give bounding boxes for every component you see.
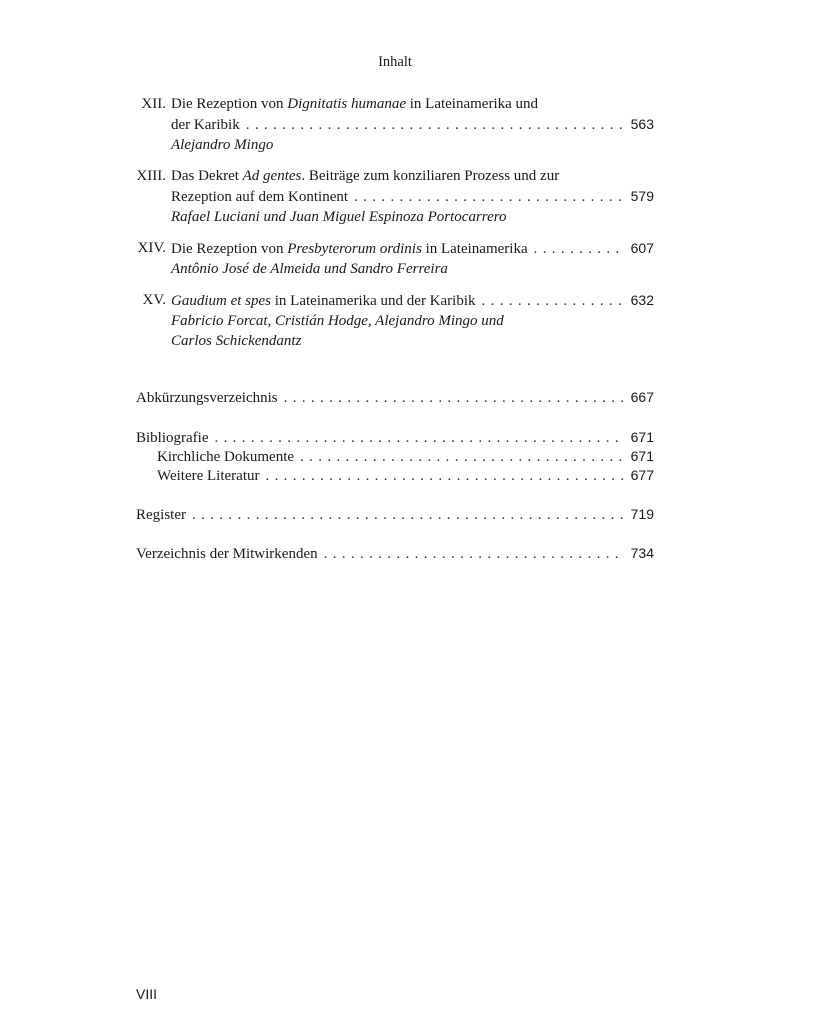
running-header: Inhalt	[378, 54, 412, 70]
toc-entry-abbreviations[interactable]: Abkürzungsverzeichnis . . . 667	[136, 387, 654, 408]
chapter-numeral: XIV.	[137, 240, 166, 256]
toc-entry-further-literature[interactable]: Weitere Literatur . . . 677	[157, 465, 654, 486]
page-number: 671	[630, 429, 654, 445]
toc-entry-contributors[interactable]: Verzeichnis der Mitwirkenden . . . 734	[136, 543, 654, 564]
chapter-title-line: Die Rezeption von Dignitatis humanae in Lateinamerika und	[171, 96, 539, 112]
chapter-authors: Antônio José de Almeida und Sandro Ferreira	[171, 261, 448, 277]
leader-dots	[482, 291, 624, 311]
page-number: 563	[630, 116, 654, 132]
toc-entry-chapter-xiii[interactable]	[130, 166, 654, 227]
chapter-numeral: XIII.	[136, 168, 166, 184]
leader-dots	[192, 505, 624, 525]
chapter-authors: Alejandro Mingo	[171, 137, 274, 153]
chapter-authors: Fabricio Forcat, Cristián Hodge, Alejandro Mingo und	[171, 313, 504, 329]
page-number: 734	[630, 545, 654, 561]
toc-entry-chapter-xii[interactable]	[130, 94, 654, 155]
chapter-title-line-with-page: Rezeption auf dem Kontinent . . . 579	[171, 186, 654, 207]
toc-entry-bibliography[interactable]: Bibliografie . . . 671	[136, 427, 654, 448]
toc-entry-chapter-xv[interactable]	[130, 290, 654, 351]
page-number: 579	[630, 188, 654, 204]
chapter-authors: Carlos Schickendantz	[171, 333, 302, 349]
chapter-title-line-with-page: der Karibik . . . 563	[171, 114, 654, 135]
leader-dots	[265, 466, 624, 486]
chapter-authors: Rafael Luciani und Juan Miguel Espinoza Portocarrero	[171, 209, 507, 225]
leader-dots	[324, 544, 624, 564]
leader-dots	[354, 187, 624, 207]
page-number: 677	[630, 467, 654, 483]
chapter-title-line-with-page: Die Rezeption von Presbyterorum ordinis in Lateinamerika . . . 607	[171, 238, 654, 259]
chapter-numeral: XII.	[141, 96, 166, 112]
page-number: 719	[630, 506, 654, 522]
leader-dots	[300, 447, 624, 467]
leader-dots	[246, 115, 624, 135]
leader-dots	[214, 428, 624, 448]
page-number: 632	[630, 292, 654, 308]
page-number: 667	[630, 389, 654, 405]
toc-entry-register[interactable]: Register . . . 719	[136, 504, 654, 525]
toc-entry-chapter-xiv[interactable]	[130, 238, 654, 279]
leader-dots	[284, 388, 624, 408]
page-number: 607	[630, 240, 654, 256]
page-folio: VIII	[136, 986, 158, 1002]
leader-dots	[534, 239, 624, 259]
chapter-numeral: XV.	[142, 292, 166, 308]
toc-entry-church-documents[interactable]: Kirchliche Dokumente . . . 671	[157, 446, 654, 467]
chapter-title-line: Das Dekret Ad gentes. Beiträge zum konziliaren Prozess und zur	[171, 168, 560, 184]
chapter-title-line-with-page: Gaudium et spes in Lateinamerika und der Karibik . . . 632	[171, 290, 654, 311]
page-number: 671	[630, 448, 654, 464]
